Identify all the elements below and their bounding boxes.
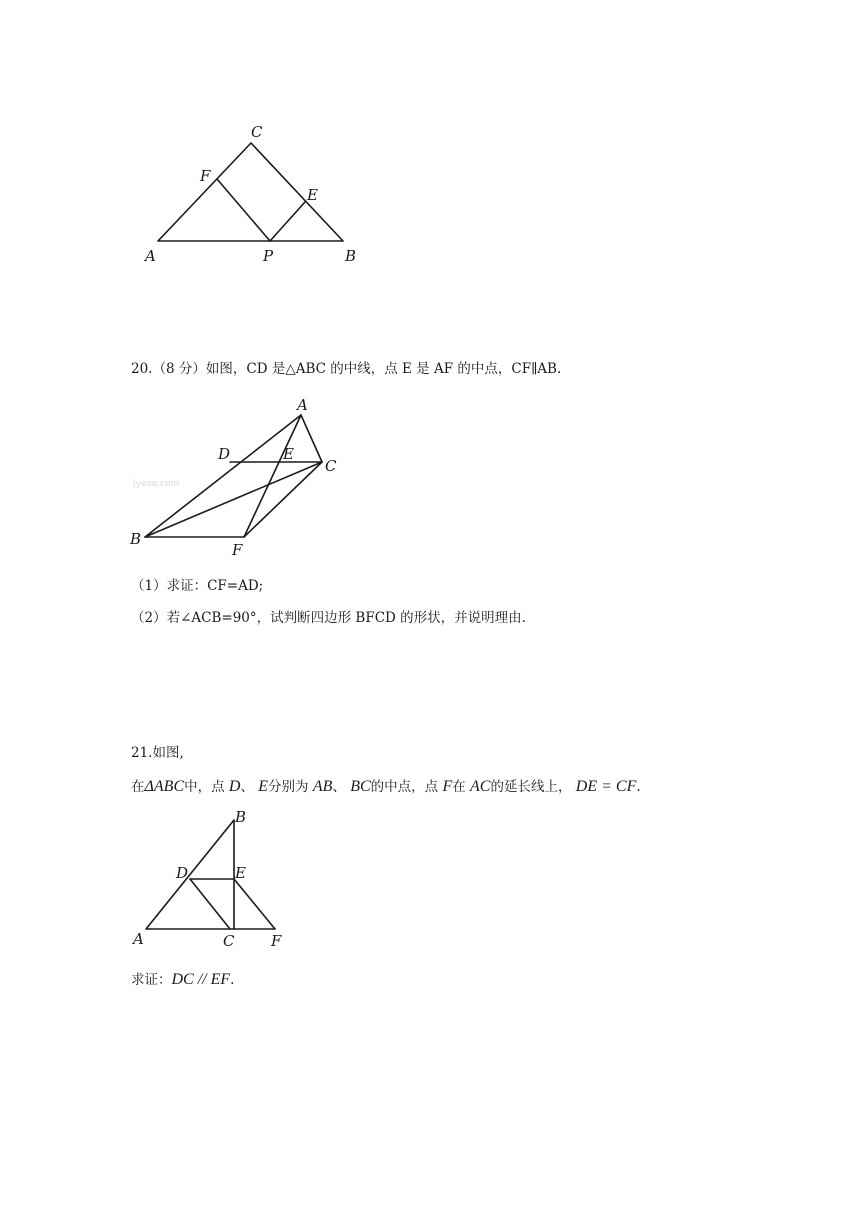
q21-label-d: D bbox=[176, 864, 189, 882]
q20-score: （8 分） bbox=[152, 361, 206, 377]
segment-pe bbox=[270, 202, 305, 241]
segment-ef bbox=[234, 879, 275, 929]
q21-intro-text: 如图, bbox=[152, 745, 184, 761]
q21-prove bbox=[131, 970, 234, 990]
q21-math-f: F bbox=[442, 778, 453, 795]
q21-text-4: 的中点，点 bbox=[370, 779, 439, 795]
q21-label-b: B bbox=[235, 808, 247, 826]
watermark: jyeoo.com bbox=[133, 479, 180, 489]
segment-af bbox=[244, 415, 301, 537]
q20-part1: （1）求证：CF=AD; bbox=[131, 578, 264, 594]
q20-label-e: E bbox=[283, 445, 294, 463]
q21-stem bbox=[131, 777, 641, 797]
q21-sep-1: 、 bbox=[240, 779, 254, 795]
q21-number: 21. bbox=[131, 745, 153, 761]
q20-stem bbox=[131, 359, 561, 379]
q20-number: 20. bbox=[131, 361, 153, 377]
q21-text-5: 在 bbox=[452, 779, 466, 795]
q20-label-f: F bbox=[232, 541, 243, 559]
segment-cf bbox=[244, 462, 322, 537]
triangle-abc-q21 bbox=[146, 820, 234, 929]
q21-prove-math: DC // EF bbox=[171, 971, 231, 988]
q21-math-equation: DE = CF bbox=[575, 778, 637, 795]
q21-text-3: 分别为 bbox=[268, 779, 309, 795]
q21-math-triangle: ΔABC bbox=[144, 778, 185, 795]
q21-prove-label: 求证： bbox=[131, 972, 172, 988]
q21-intro bbox=[131, 743, 184, 763]
label-a: A bbox=[145, 247, 156, 265]
q21-prove-end: . bbox=[230, 972, 235, 988]
q21-label-a: A bbox=[133, 930, 144, 948]
label-b: B bbox=[345, 247, 357, 265]
q20-label-b: B bbox=[130, 530, 142, 548]
triangle-abc-q20 bbox=[145, 415, 322, 537]
q20-label-c: C bbox=[325, 457, 337, 475]
q21-label-f: F bbox=[271, 932, 282, 950]
figure-q21 bbox=[0, 800, 860, 1000]
q21-label-c: C bbox=[223, 932, 235, 950]
q21-math-e: E bbox=[258, 778, 269, 795]
label-f: F bbox=[200, 167, 211, 185]
q21-sep-2: 、 bbox=[332, 779, 346, 795]
q21-math-ac: AC bbox=[470, 778, 491, 795]
q21-text-1: 在 bbox=[131, 779, 145, 795]
figure-q20 bbox=[0, 380, 860, 580]
q20-label-a: A bbox=[297, 396, 308, 414]
q21-text-2: 中，点 bbox=[184, 779, 225, 795]
label-c: C bbox=[251, 123, 263, 141]
q21-end: . bbox=[636, 779, 641, 795]
segment-fp bbox=[217, 179, 270, 241]
label-e: E bbox=[307, 186, 318, 204]
q21-math-ab: AB bbox=[312, 778, 333, 795]
q21-math-bc: BC bbox=[350, 778, 371, 795]
segment-dc-q21 bbox=[190, 879, 230, 929]
q21-text-6: 的延长线上， bbox=[490, 779, 572, 795]
label-p: P bbox=[263, 247, 274, 265]
q20-part2: （2）若∠ACB=90°，试判断四边形 BFCD 的形状，并说明理由. bbox=[131, 610, 526, 626]
figure-triangle-parallelogram bbox=[0, 0, 860, 300]
q21-math-d: D bbox=[228, 778, 241, 795]
q21-label-e: E bbox=[235, 864, 246, 882]
q20-label-d: D bbox=[218, 445, 231, 463]
q20-text: 如图，CD 是△ABC 的中线，点 E 是 AF 的中点，CF∥AB. bbox=[205, 361, 562, 377]
